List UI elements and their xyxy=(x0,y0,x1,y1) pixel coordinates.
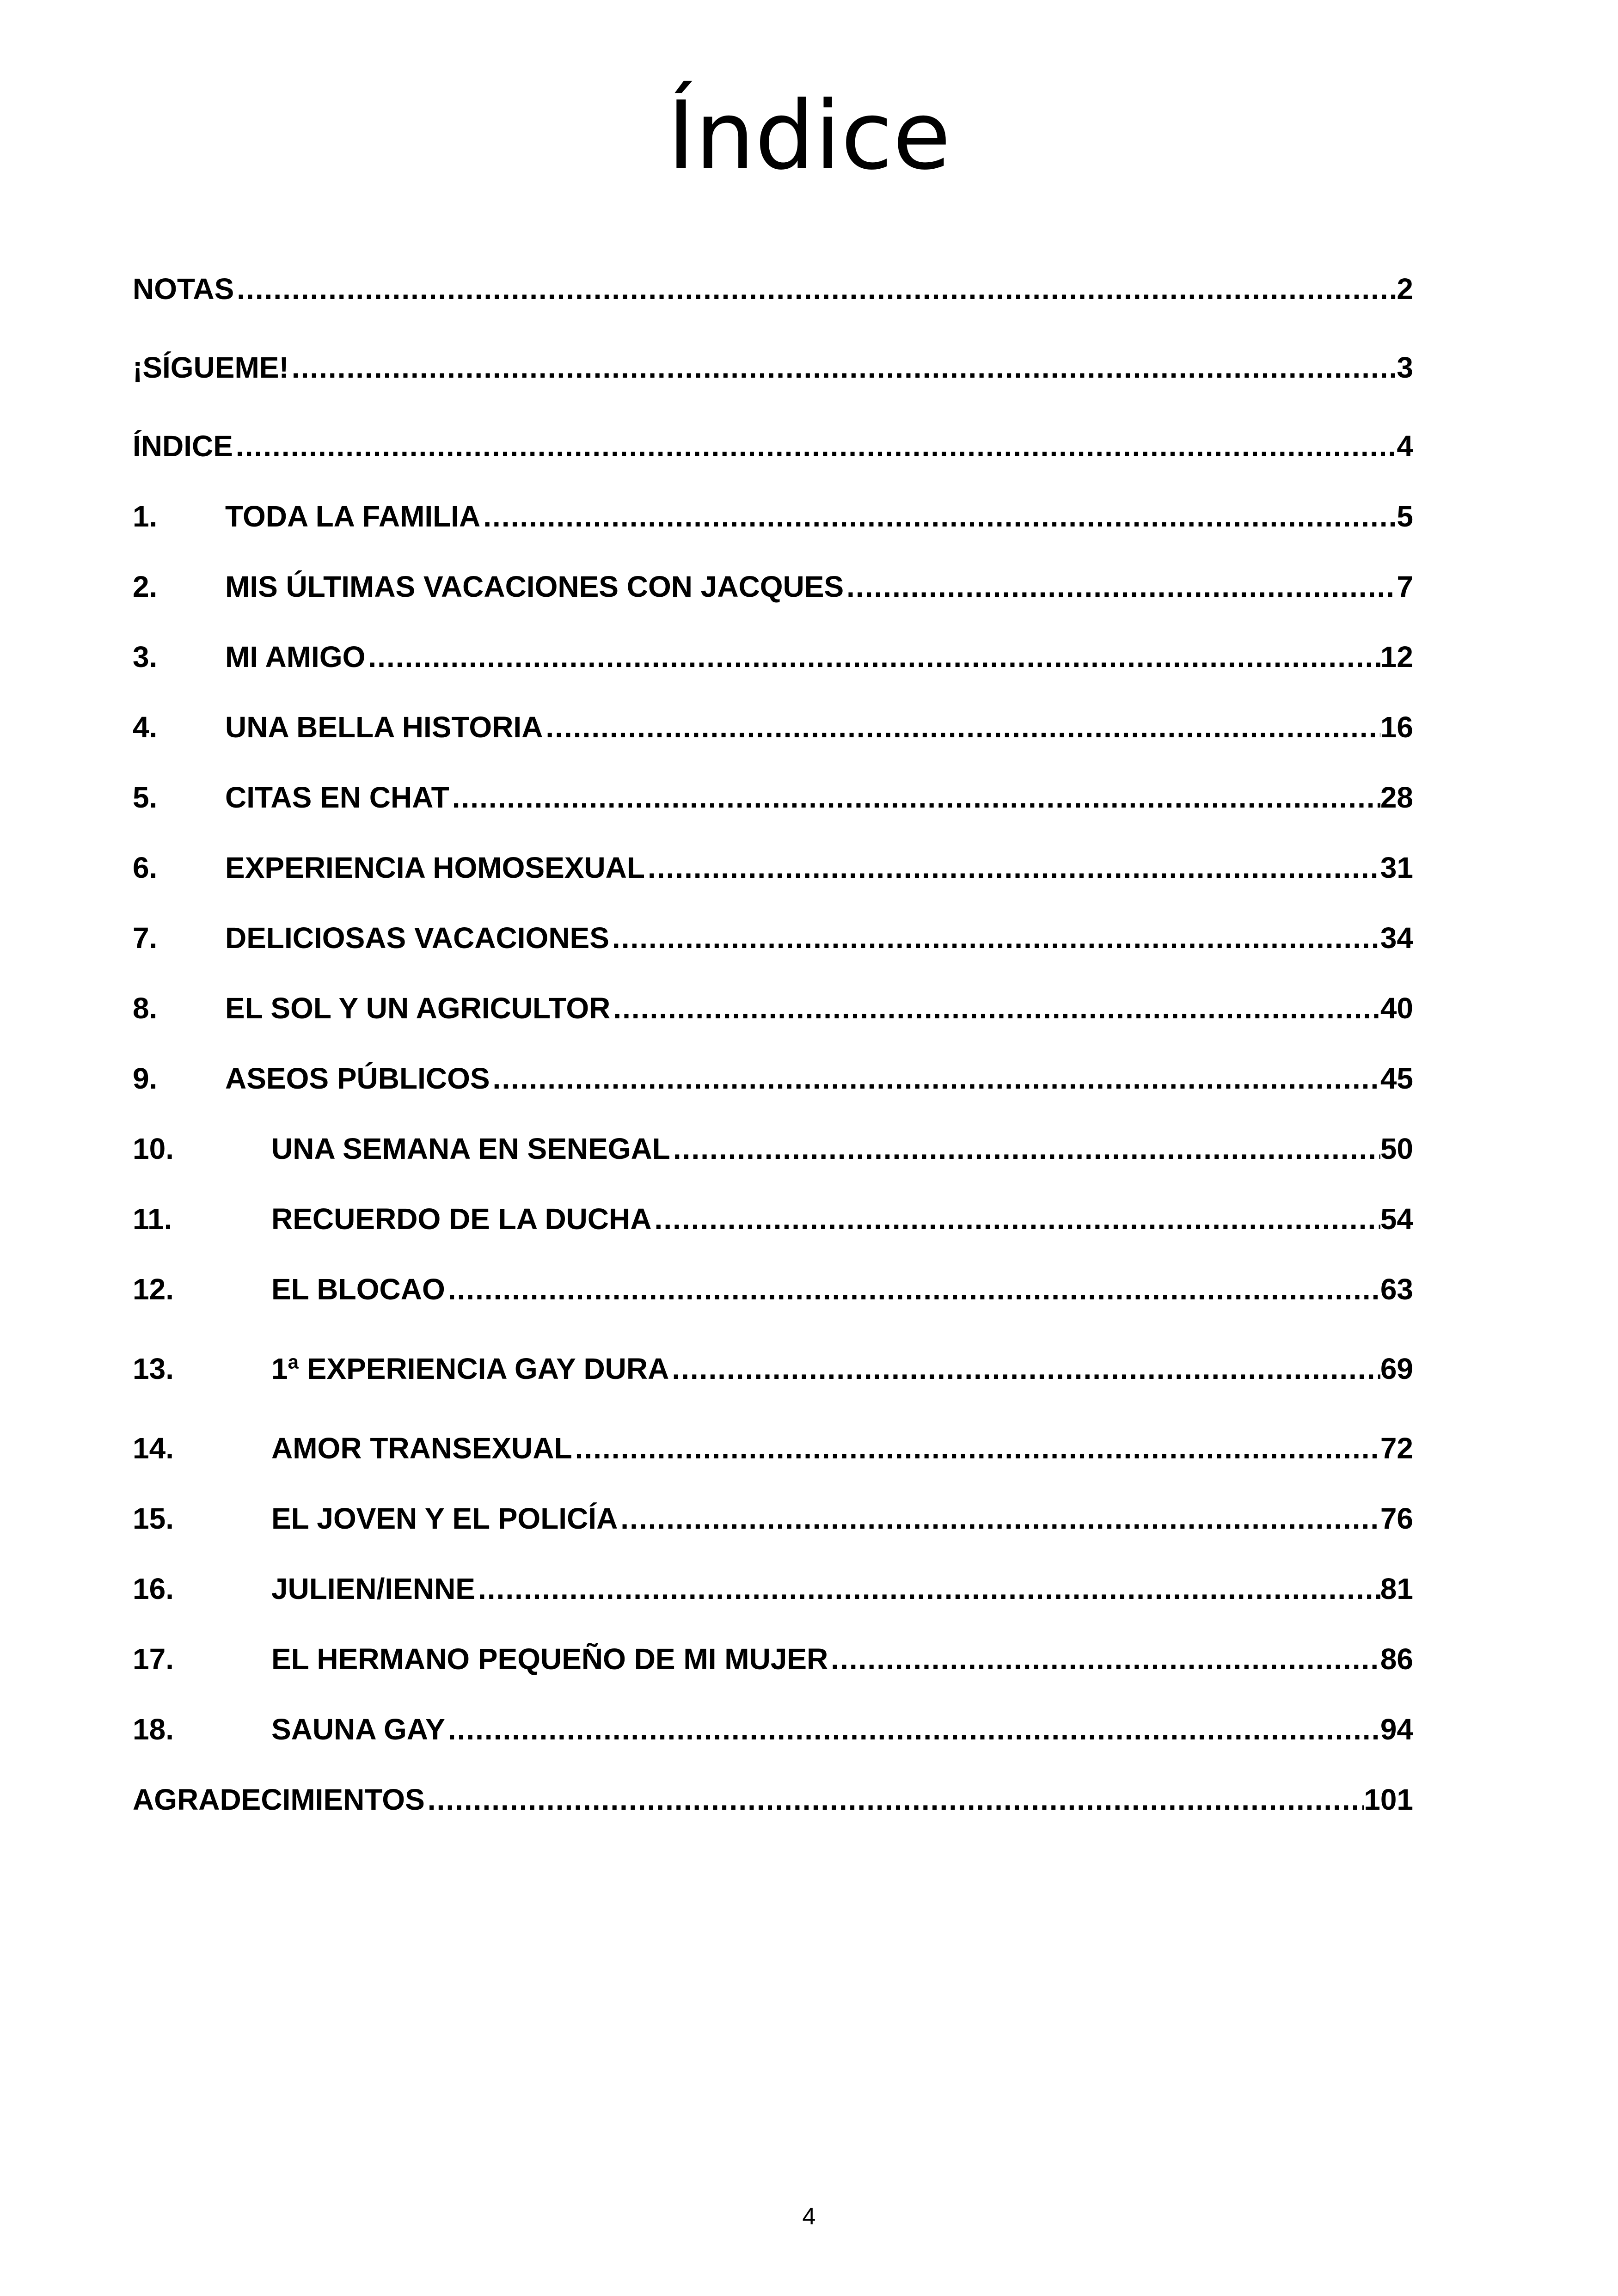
toc-dot-leader xyxy=(844,561,1397,612)
toc-entry-chapter-18[interactable] xyxy=(133,1704,1413,1755)
toc-entry-chapter-16[interactable] xyxy=(133,1563,1413,1614)
toc-entry-number: 4. xyxy=(133,710,158,744)
toc-entry-label: JULIEN/IENNE xyxy=(271,1572,475,1605)
toc-entry-label: UNA BELLA HISTORIA xyxy=(225,710,543,744)
toc-entry-page: 86 xyxy=(1380,1642,1413,1676)
toc-entry-number: 13. xyxy=(133,1352,174,1385)
toc-entry-page: 101 xyxy=(1364,1783,1413,1816)
toc-label-ordinal: 1 xyxy=(271,1352,288,1385)
toc-entry-label: MI AMIGO xyxy=(225,640,366,673)
toc-entry-page: 72 xyxy=(1380,1432,1413,1465)
toc-dot-leader xyxy=(425,1774,1364,1825)
toc-entry-chapter-9[interactable] xyxy=(133,1053,1413,1104)
toc-entry-label: AGRADECIMIENTOS xyxy=(133,1783,425,1816)
toc-entry-page: 69 xyxy=(1380,1352,1413,1385)
toc-entry-label: EXPERIENCIA HOMOSEXUAL xyxy=(225,851,645,884)
toc-entry-chapter-14[interactable] xyxy=(133,1423,1413,1474)
toc-entry-number: 2. xyxy=(133,570,158,603)
toc-entry-page: 50 xyxy=(1380,1132,1413,1165)
toc-entry-chapter-13[interactable] xyxy=(133,1343,1413,1394)
toc-entry-number: 7. xyxy=(133,921,158,955)
page-number: 4 xyxy=(802,2203,816,2230)
toc-entry-chapter-10[interactable] xyxy=(133,1123,1413,1174)
toc-entry-notas[interactable] xyxy=(133,263,1413,314)
toc-entry-label: CITAS EN CHAT xyxy=(225,781,449,814)
toc-entry-page: 63 xyxy=(1380,1273,1413,1306)
toc-entry-chapter-2[interactable] xyxy=(133,561,1413,612)
toc-entry-label: TODA LA FAMILIA xyxy=(225,500,481,533)
toc-entry-chapter-12[interactable] xyxy=(133,1264,1413,1315)
toc-entry-page: 34 xyxy=(1380,921,1413,955)
toc-entry-number: 11. xyxy=(133,1202,172,1236)
toc-entry-number: 17. xyxy=(133,1642,174,1676)
toc-entry-chapter-4[interactable] xyxy=(133,702,1413,753)
toc-entry-number: 3. xyxy=(133,640,158,673)
toc-entry-page: 7 xyxy=(1397,570,1413,603)
toc-entry-number: 8. xyxy=(133,992,158,1025)
toc-label-text: EXPERIENCIA GAY DURA xyxy=(298,1352,669,1385)
toc-dot-leader xyxy=(645,842,1380,893)
toc-dot-leader xyxy=(490,1053,1380,1104)
toc-entry-page: 31 xyxy=(1380,851,1413,884)
toc-entry-chapter-5[interactable] xyxy=(133,772,1413,823)
toc-entry-page: 54 xyxy=(1380,1202,1413,1236)
toc-entry-label: NOTAS xyxy=(133,272,234,306)
toc-entry-page: 3 xyxy=(1397,351,1413,384)
toc-dot-leader xyxy=(475,1563,1380,1614)
toc-entry-chapter-7[interactable] xyxy=(133,912,1413,963)
toc-entry-label: EL BLOCAO xyxy=(271,1273,445,1306)
toc-dot-leader xyxy=(234,263,1397,314)
toc-entry-number: 16. xyxy=(133,1572,174,1605)
toc-entry-label: EL SOL Y UN AGRICULTOR xyxy=(225,992,611,1025)
toc-entry-number: 5. xyxy=(133,781,158,814)
toc-entry-label: ASEOS PÚBLICOS xyxy=(225,1062,490,1095)
toc-entry-chapter-17[interactable] xyxy=(133,1634,1413,1684)
toc-dot-leader xyxy=(233,421,1397,471)
toc-entry-page: 45 xyxy=(1380,1062,1413,1095)
toc-dot-leader xyxy=(670,1123,1380,1174)
toc-entry-sigueme[interactable] xyxy=(133,342,1413,393)
toc-dot-leader xyxy=(449,772,1380,823)
toc-label-superscript: a xyxy=(288,1351,299,1373)
toc-dot-leader xyxy=(543,702,1380,753)
toc-entry-label: UNA SEMANA EN SENEGAL xyxy=(271,1132,670,1165)
toc-entry-chapter-8[interactable] xyxy=(133,983,1413,1034)
toc-entry-chapter-11[interactable] xyxy=(133,1194,1413,1244)
toc-entry-indice[interactable] xyxy=(133,421,1413,471)
toc-entry-label: ÍNDICE xyxy=(133,429,233,463)
toc-entry-page: 76 xyxy=(1380,1502,1413,1535)
toc-entry-page: 40 xyxy=(1380,992,1413,1025)
toc-entry-chapter-6[interactable] xyxy=(133,842,1413,893)
toc-entry-number: 12. xyxy=(133,1273,174,1306)
toc-entry-page: 28 xyxy=(1380,781,1413,814)
toc-entry-number: 1. xyxy=(133,500,158,533)
toc-dot-leader xyxy=(609,912,1380,963)
toc-entry-number: 15. xyxy=(133,1502,174,1535)
toc-entry-label xyxy=(271,1343,669,1394)
toc-entry-number: 10. xyxy=(133,1132,174,1165)
toc-dot-leader xyxy=(480,491,1397,542)
toc-entry-agradecimientos[interactable] xyxy=(133,1774,1413,1825)
toc-entry-label: AMOR TRANSEXUAL xyxy=(271,1432,572,1465)
toc-dot-leader xyxy=(669,1343,1380,1394)
toc-dot-leader xyxy=(365,631,1380,682)
toc-entry-label: RECUERDO DE LA DUCHA xyxy=(271,1202,652,1236)
toc-entry-page: 16 xyxy=(1380,710,1413,744)
toc-entry-chapter-1[interactable] xyxy=(133,491,1413,542)
toc-dot-leader xyxy=(572,1423,1380,1474)
toc-entry-page: 2 xyxy=(1397,272,1413,306)
toc-entry-label: EL JOVEN Y EL POLICÍA xyxy=(271,1502,618,1535)
toc-entry-page: 5 xyxy=(1397,500,1413,533)
toc-dot-leader xyxy=(289,342,1397,393)
toc-entry-page: 94 xyxy=(1380,1713,1413,1746)
toc-entry-page: 4 xyxy=(1397,429,1413,463)
toc-dot-leader xyxy=(652,1194,1380,1244)
toc-entry-number: 9. xyxy=(133,1062,158,1095)
toc-entry-number: 6. xyxy=(133,851,158,884)
toc-entry-number: 18. xyxy=(133,1713,174,1746)
toc-dot-leader xyxy=(445,1264,1380,1315)
toc-dot-leader xyxy=(828,1634,1380,1684)
toc-dot-leader xyxy=(445,1704,1380,1755)
page-title: Índice xyxy=(667,81,951,191)
toc-entry-label: MIS ÚLTIMAS VACACIONES CON JACQUES xyxy=(225,570,844,603)
toc-entry-label: ¡SÍGUEME! xyxy=(133,351,289,384)
toc-dot-leader xyxy=(618,1493,1380,1544)
toc-entry-chapter-15[interactable] xyxy=(133,1493,1413,1544)
toc-entry-chapter-3[interactable] xyxy=(133,631,1413,682)
toc-dot-leader xyxy=(610,983,1380,1034)
toc-entry-label: DELICIOSAS VACACIONES xyxy=(225,921,609,955)
toc-entry-label: SAUNA GAY xyxy=(271,1713,445,1746)
toc-entry-number: 14. xyxy=(133,1432,174,1465)
toc-entry-page: 12 xyxy=(1380,640,1413,673)
toc-entry-label: EL HERMANO PEQUEÑO DE MI MUJER xyxy=(271,1642,828,1676)
toc-entry-page: 81 xyxy=(1380,1572,1413,1605)
